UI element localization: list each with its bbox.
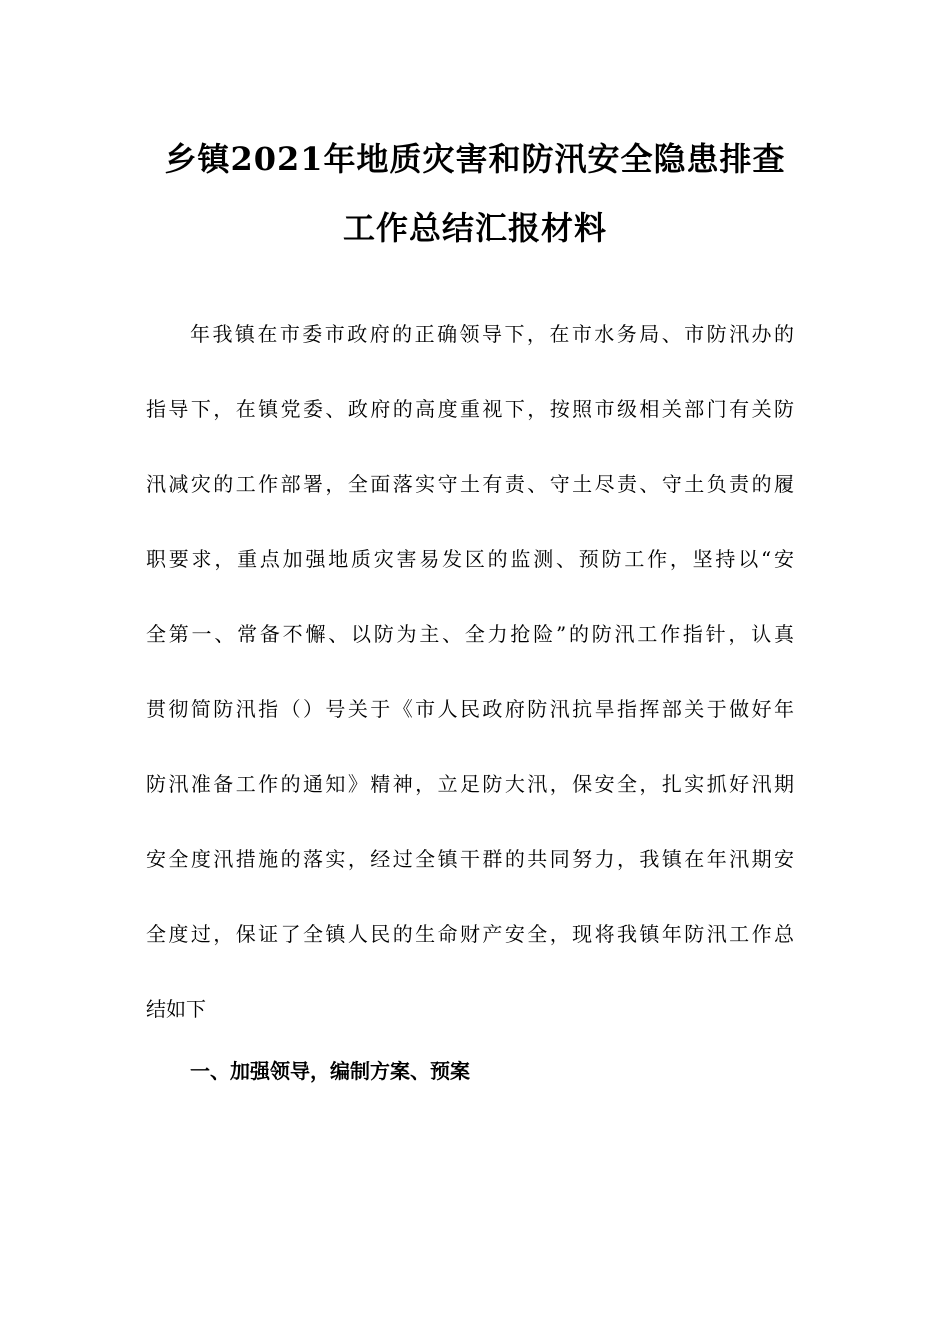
paragraph-line: 指导下，在镇党委、政府的高度重视下，按照市级相关部门有关防 <box>146 397 794 421</box>
paragraph-line: 全度过，保证了全镇人民的生命财产安全，现将我镇年防汛工作总 <box>146 922 794 946</box>
paragraph-line: 结如下 <box>146 997 206 1021</box>
paragraph-line: 全第一、常备不懈、以防为主、全力抢险”的防汛工作指针，认真 <box>146 622 794 646</box>
paragraph-line: 防汛准备工作的通知》精神，立足防大汛，保安全，扎实抓好汛期 <box>146 772 794 796</box>
paragraph-line: 职要求，重点加强地质灾害易发区的监测、预防工作，坚持以“安 <box>146 547 794 571</box>
document-title-line-1: 乡镇2021年地质灾害和防汛安全隐患排查 <box>164 140 786 178</box>
section-heading: 一、加强领导，编制方案、预案 <box>190 1059 470 1083</box>
paragraph-line: 汛减灾的工作部署，全面落实守土有责、守土尽责、守土负责的履 <box>146 472 794 496</box>
paragraph-line: 年我镇在市委市政府的正确领导下，在市水务局、市防汛办的 <box>190 322 794 346</box>
paragraph-line: 安全度汛措施的落实，经过全镇干群的共同努力，我镇在年汛期安 <box>146 847 794 871</box>
document-title-line-2: 工作总结汇报材料 <box>342 209 607 247</box>
paragraph-line: 贯彻简防汛指（）号关于《市人民政府防汛抗旱指挥部关于做好年 <box>146 697 794 721</box>
